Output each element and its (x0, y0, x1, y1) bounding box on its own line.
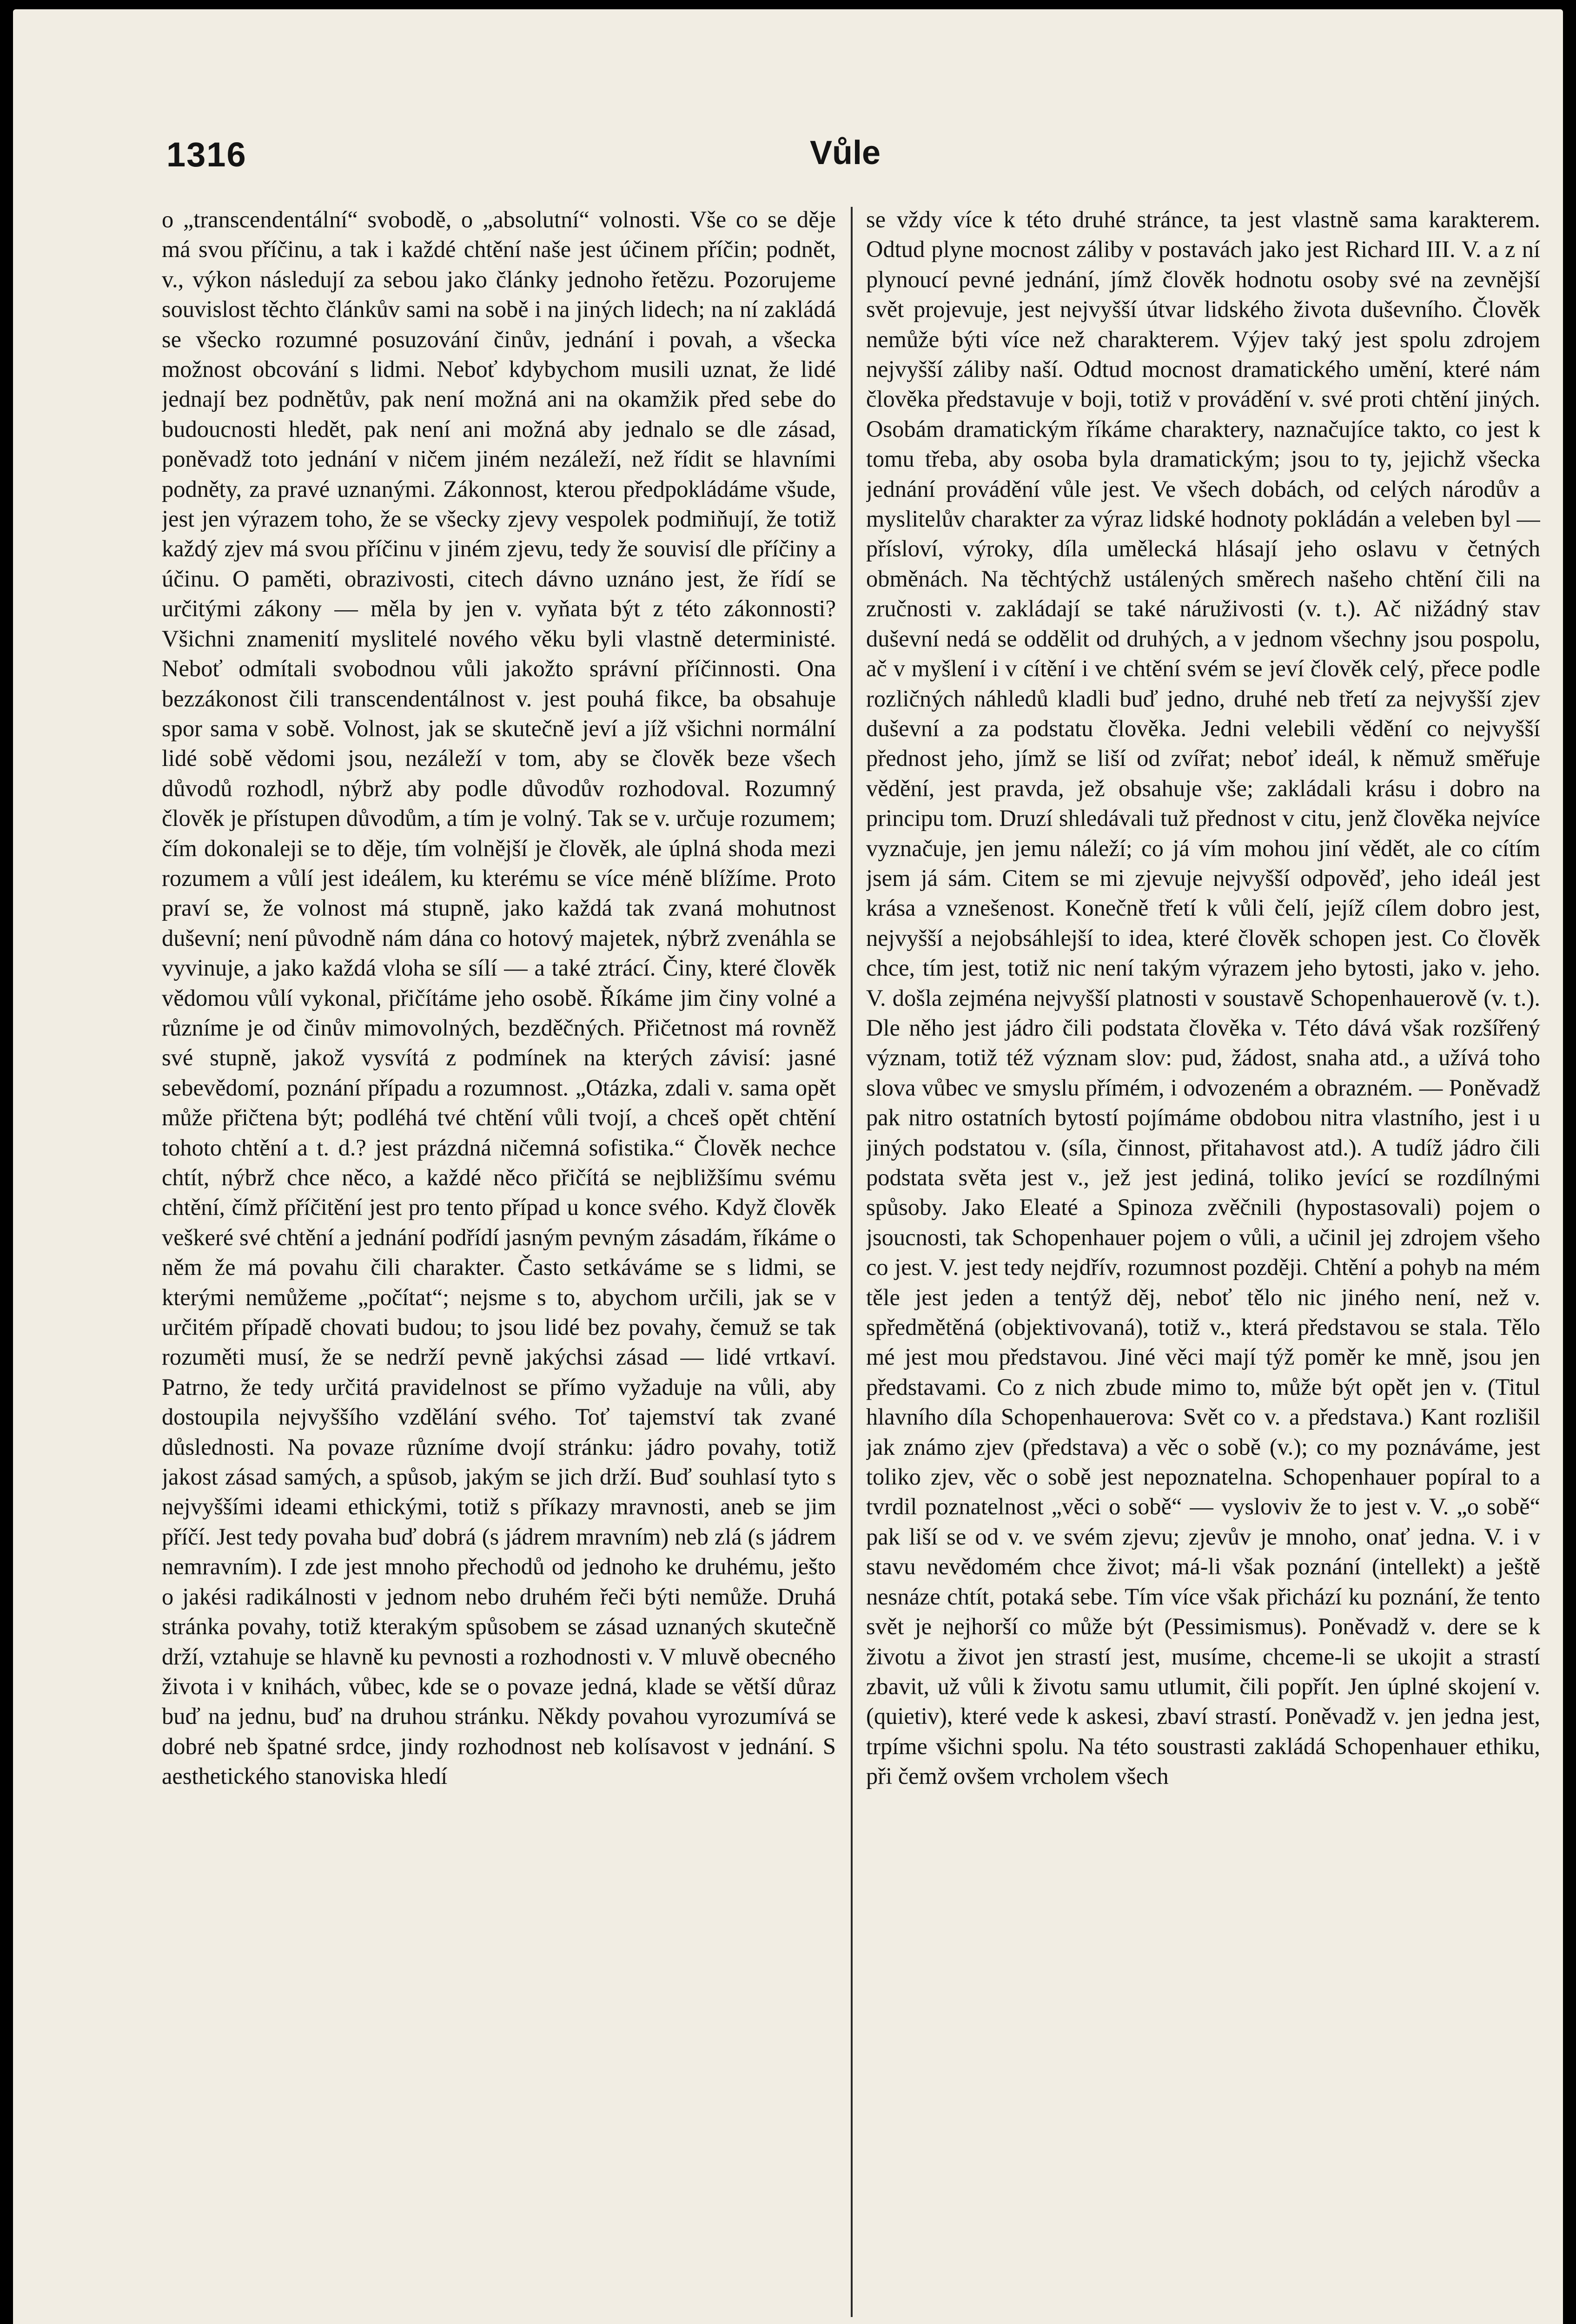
running-title: Vůle (809, 134, 881, 172)
right-column-text: se vždy více k této druhé stránce, ta jest vlastně sama karakterem. Odtud plyne mocnost záliby v postavách jako jest Richard III. V. a z ní plynoucí pevné jednání, jímž člověk hodnotu osoby své na zevnější svět projevuje, jest nejvyšší útvar lidského života duševního. Člověk nemůže býti více než charakterem. Výjev taký jest spolu zdrojem nejvyšší záliby naší. Odtud mocnost dramatického umění, které nám člověka představuje v boji, totiž v provádění v. své proti chtění jiných. Osobám dramatickým říkáme charaktery, naznačujíce takto, co jest k tomu třeba, aby osoba byla dramatickým; jsou to ty, jejichž všecka jednání provádění vůle jest. Ve všech dobách, od celých národův a myslitelův charakter za výraz lidské hodnoty pokládán a veleben byl — přísloví, výroky, díla umělecká hlásají jeho oslavu v četných obměnách. Na těchtýchž ustálených směrech našeho chtění čili na zručnosti v. zakládají se také náruživosti (v. t.). Ač nižádný stav duševní nedá se oddělit od druhých, a v jednom všechny jsou pospolu, ač v myšlení i v cítění i ve chtění svém se jeví člověk celý, přece podle rozličných náhledů kladli buď jedno, druhé neb třetí za nejvyšší zjev duševní a za podstatu člověka. Jedni velebili vědění co nejvyšší přednost jeho, jímž se liší od zvířat; neboť ideál, k němuž směřuje vědění, jest pravda, jež obsahuje vše; zakládali krásu i dobro na principu tom. Druzí shledávali tuž přednost v citu, jenž člověka nejvíce vyznačuje, jen jemu náleží; co já vím mohou jiní vědět, ale co cítím jsem já sám. Citem se mi zjevuje nejvyšší odpověď, jeho ideál jest krása a vznešenost. Konečně třetí k vůli čelí, jejíž cílem dobro jest, nejvyšší a nejobsáhlejší to idea, které člověk schopen jest. Co člověk chce, tím jest, totiž nic není takým výrazem jeho bytosti, jako v. jeho. V. došla zejména nejvyšší platnosti v soustavě Schopenhauerově (v. t.). Dle něho jest jádro čili podstata člověka v. Této dává však rozšířený význam, totiž též význam slov: pud, žádost, snaha atd., a užívá toho slova vůbec ve smyslu přímém, i odvozeném a obrazném. — Poněvadž pak nitro ostatních bytostí pojímáme obdobou nitra vlastního, jest i u jiných podstatou v. (síla, činnost, přitahavost atd.). A tudíž jádro čili podstata světa jest v., jež jest jediná, toliko jevící se rozdílnými spůsoby. Jako Eleaté a Spinoza zvěčnili (hypostasovali) pojem o jsoucnosti, tak Schopenhauer pojem o vůli, a učinil jej zdrojem všeho co jest. V. jest tedy nejdřív, rozumnost později. Chtění a pohyb na mém těle jest jeden a tentýž děj, neboť tělo nic jiného není, než v. spředmětěná (objektivovaná), totiž v., která představou se stala. Tělo mé jest mou představou. Jiné věci mají týž poměr ke mně, jsou jen představami. Co z nich zbude mimo to, může být opět jen v. (Titul hlavního díla Schopenhauerova: Svět co v. a představa.) Kant rozlišil jak známo zjev (představa) a věc o sobě (v.); co my poznáváme, jest toliko zjev, věc o sobě jest nepoznatelna. Schopenhauer popíral to a tvrdil poznatelnost „věci o sobě“ — vysloviv že to jest v. V. „o sobě“ pak liší se od v. ve svém zjevu; zjevův je mnoho, onať jedna. V. i v stavu nevědomém chce život; má-li však poznání (intellekt) a ještě nesnáze chtít, potaká sebe. Tím více však přichází ku poznání, že tento svět je nejhorší co může být (Pessimismus). Poněvadž v. dere se k životu a život jen strastí jest, musíme, chceme-li se ukojit a strastí zbavit, už vůli k životu samu utlumit, čili popřít. Jen úplné skojení v. (quietiv), které vede k askesi, zbaví strastí. Poněvadž v. jen jedna jest, trpíme všichni spolu. Na této soustrasti zakládá Schopenhauer ethiku, při čemž ovšem vrcholem všech (866, 206, 1540, 1789)
page-number: 1316 (166, 135, 247, 174)
column-divider (851, 207, 853, 2317)
left-column-text: o „transcendentální“ svobodě, o „absolutní“ volnosti. Vše co se děje má svou příčinu, a tak i každé chtění naše jest účinem příčin; podnět, v., výkon následují za sebou jako články jednoho řetězu. Pozorujeme souvislost těchto článkův sami na sobě i na jiných lidech; na ní zakládá se všecko rozumné posuzování činův, jednání i povah, a všecka možnost obcování s lidmi. Neboť kdybychom musili uznat, že lidé jednají bez podnětův, pak není možná ani na okamžik před sebe do budoucnosti hledět, pak není ani možná aby jednalo se dle zásad, poněvadž toto jednání v ničem jiném nezáleží, než řídit se hlavními podněty, za pravé uznanými. Zákonnost, kterou předpokládáme všude, jest jen výrazem toho, že se všecky zjevy vespolek podmiňují, že totiž každý zjev má svou příčinu v jiném zjevu, tedy že souvisí dle příčiny a účinu. O paměti, obrazivosti, citech dávno uznáno jest, že řídí se určitými zákony — měla by jen v. vyňata být z této zákonnosti? Všichni znamenití myslitelé nového věku byli vlastně deterministé. Neboť odmítali svobodnou vůli jakožto správní příčinnosti. Ona bezzákonost čili transcendentálnost v. jest pouhá fikce, ba obsahuje spor sama v sobě. Volnost, jak se skutečně jeví a jíž všichni normální lidé sobě vědomi jsou, nezáleží v tom, aby se člověk beze všech důvodů rozhodl, nýbrž aby podle důvodův rozhodoval. Rozumný člověk je přístupen důvodům, a tím je volný. Tak se v. určuje rozumem; čím dokonaleji se to děje, tím volnější je člověk, ale úplná shoda mezi rozumem a vůlí jest ideálem, ku kterému se více méně blížíme. Proto praví se, že volnost má stupně, jako každá tak zvaná mohutnost duševní; není původně nám dána co hotový majetek, nýbrž zvenáhla se vyvinuje, a jako každá vloha se sílí — a také ztrácí. Činy, které člověk vědomou vůlí vykonal, přičítáme jeho osobě. Říkáme jim činy volné a různíme je od činův mimovolných, bezděčných. Přičetnost má rovněž své stupně, jakož vysvítá z podmínek na kterých závisí: jasné sebevědomí, poznání případu a rozumnost. „Otázka, zdali v. sama opět může přičtena být; podléhá tvé chtění vůli tvojí, a chceš opět chtění tohoto chtění a t. d.? jest prázdná ničemná sofistika.“ Člověk nechce chtít, nýbrž chce něco, a každé něco přičítá se nejbližšímu svému chtění, čímž příčitění jest pro tento případ u konce svého. Když člověk veškeré své chtění a jednání podřídí jasným pevným zásadám, říkáme o něm že má povahu čili charakter. Často setkáváme se s lidmi, se kterými nemůžeme „počítat“; nejsme s to, abychom určili, jak se v určitém případě chovati budou; to jsou lidé bez povahy, čemuž se tak rozuměti musí, že se nedrží pevně jakýchsi zásad — lidé vrtkaví. Patrno, že tedy určitá pravidelnost se přímo vyžaduje na vůli, aby dostoupila nejvyššího vzdělání svého. Toť tajemství tak zvané důslednosti. Na povaze různíme dvojí stránku: jádro povahy, totiž jakost zásad samých, a spůsob, jakým se jich drží. Buď souhlasí tyto s nejvyššími ideami ethickými, totiž s příkazy mravnosti, aneb se jim příčí. Jest tedy povaha buď dobrá (s jádrem mravním) neb zlá (s jádrem nemravním). I zde jest mnoho přechodů od jednoho ke druhému, ješto o jakési radikálnosti v jednom nebo druhém řeči býti nemůže. Druhá stránka povahy, totiž kterakým spůsobem se zásad uznaných skutečně drží, vztahuje se hlavně ku pevnosti a rozhodnosti v. V mluvě obecného života i v knihách, vůbec, kde se o povaze jedná, klade se větší důraz buď na jednu, buď na druhou stránku. Někdy povahou vyrozumívá se dobré neb špatné srdce, jindy rozhodnost neb kolísavost v jednání. S aesthetického stanoviska hledí (162, 206, 836, 1789)
book-page (13, 9, 1563, 2324)
